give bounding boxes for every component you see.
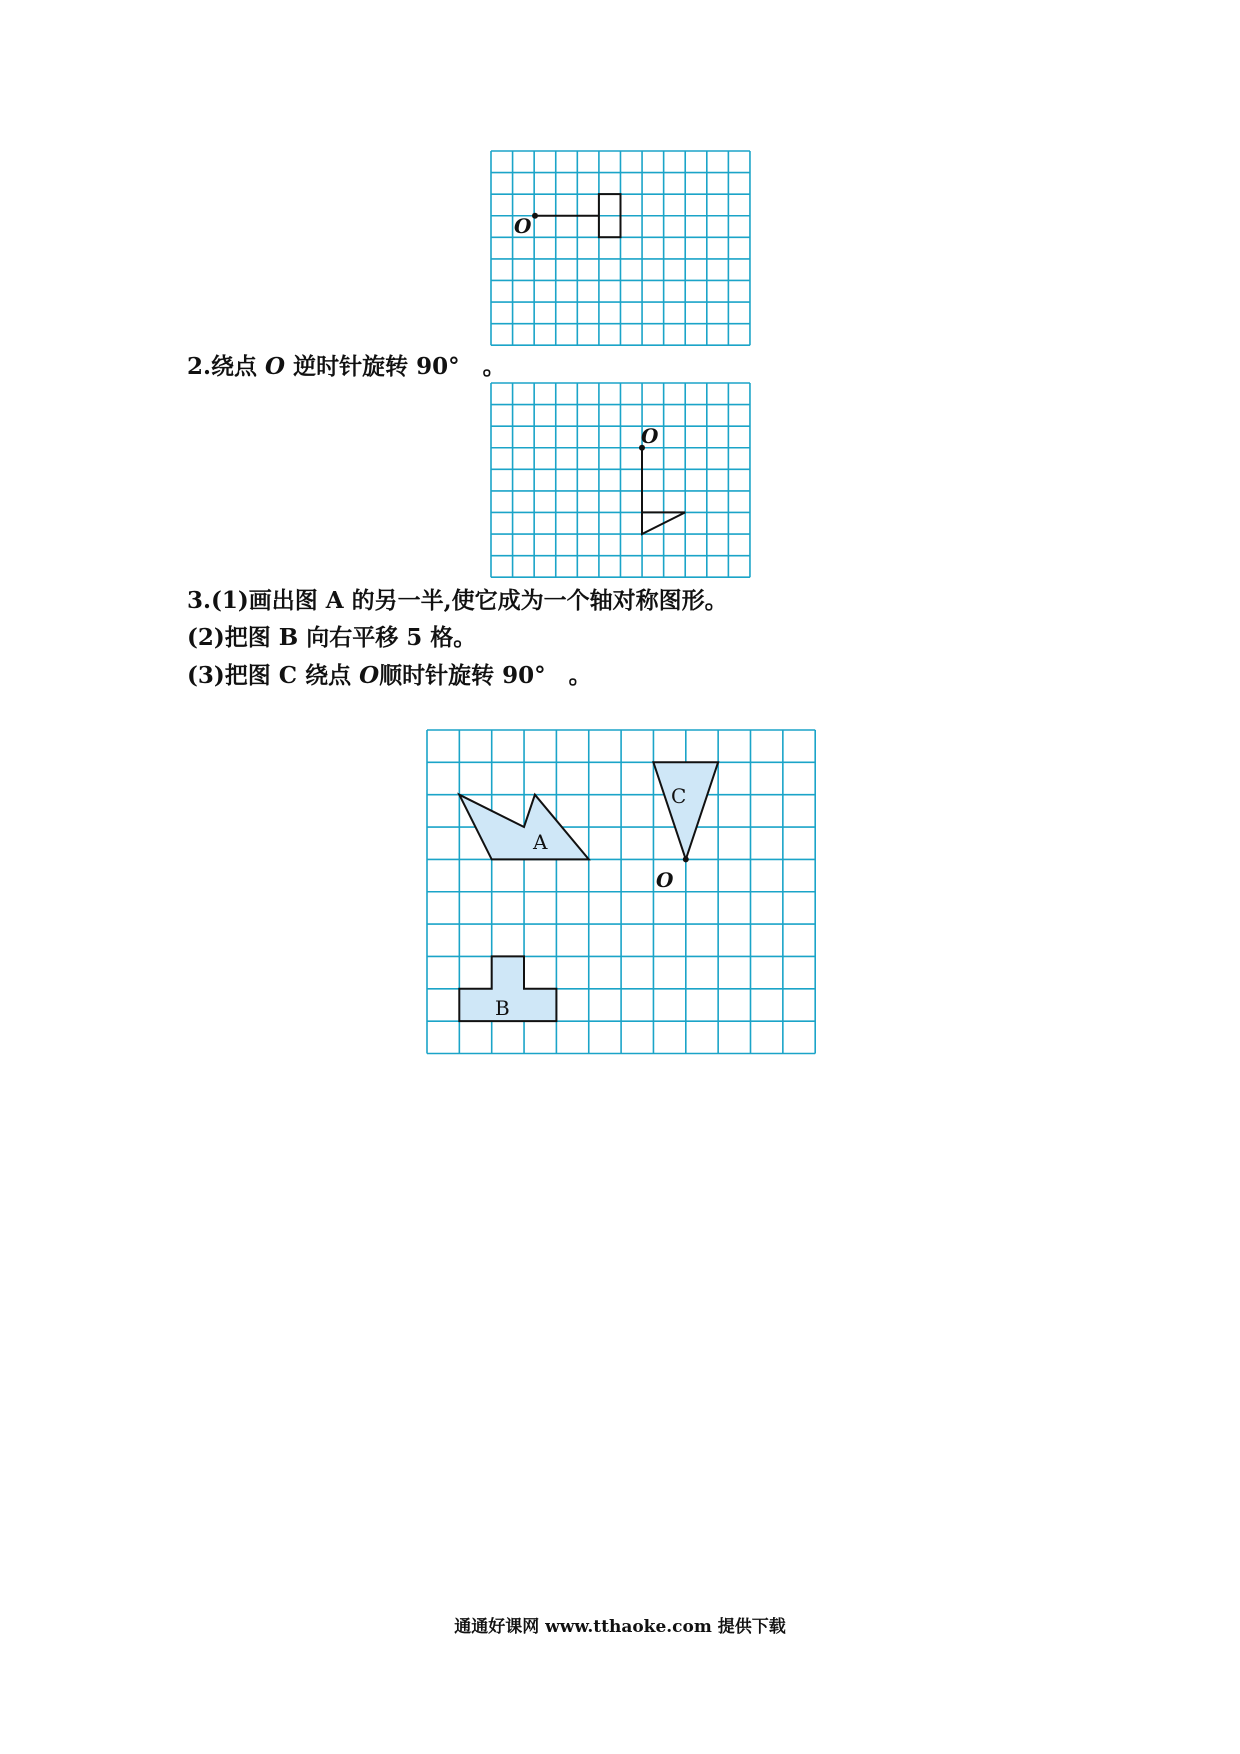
question-text: 绕点 (211, 353, 266, 380)
question-3-line-1: 3.(1)画出图 A 的另一半,使它成为一个轴对称图形。 (187, 587, 728, 614)
footer-download-note: 通通好课网 www.tthaoke.com 提供下载 (454, 1617, 786, 1637)
question-number: 2. (187, 353, 212, 380)
shape-c (653, 762, 718, 859)
question-text: (3)把图 C 绕点 (187, 662, 360, 689)
point-o-label: O (514, 214, 532, 238)
point-o-label: O (641, 424, 659, 448)
point-o-label: O (656, 868, 674, 892)
point-o (683, 856, 689, 862)
shape-a-label: A (533, 830, 548, 854)
question-text: 顺时针旋转 90° 。 (379, 662, 592, 689)
question-3-line-3 (187, 662, 592, 690)
point-o-italic: O (359, 662, 380, 689)
point-o (532, 213, 538, 219)
point-o-italic: O (265, 353, 286, 380)
shape-b-label: B (495, 996, 510, 1020)
question-text: 逆时针旋转 90° 。 (285, 353, 506, 380)
grid-figure-3 (427, 730, 815, 1054)
question-3-line-2: (2)把图 B 向右平移 5 格。 (187, 624, 477, 651)
grid-figure-1 (491, 151, 750, 345)
shape-c-label: C (671, 784, 687, 808)
question-2-text (187, 353, 506, 381)
grid-figure-2 (491, 383, 750, 577)
